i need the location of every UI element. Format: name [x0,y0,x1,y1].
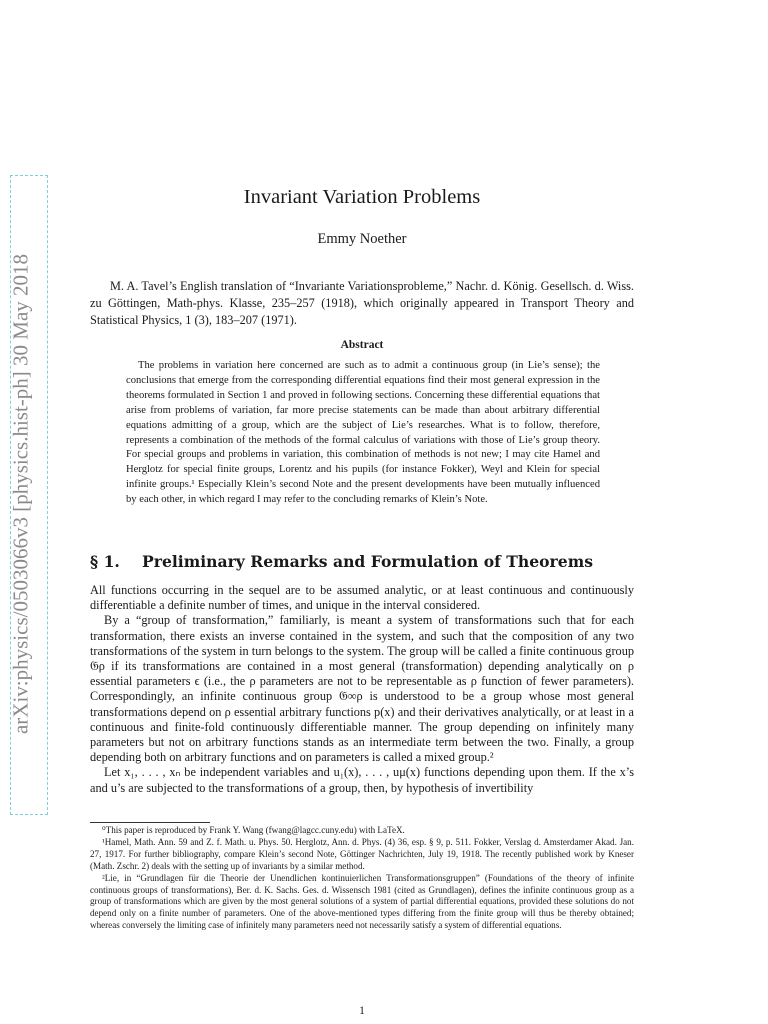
body-paragraph-2: By a “group of transformation,” familiarly, is meant a system of transformations such that for each transformation, there exists an inverse contained in the system, and such that the composition of any two transformations of the system in turn belongs to the system. The group will be called a finite continuous group 𝔊ρ if its transformations are contained in a most general (transformation) depending analytically on ρ essential parameters ϵ (i.e., the ρ parameters are not to be representable as ρ function of fewer parameters). Correspondingly, an infinite continuous group 𝔊∞ρ is understood to be a group whose most general transformations depend on ρ essential arbitrary functions p(x) and their derivatives analytically, or at least in a continuous and finite-fold continuously differentiable manner. The group depending on infinitely many parameters but not on arbitrary functions stands as an intermediate term between the two. Finally, a group depending both on arbitrary functions and on parameters is called a mixed group.² [90,613,634,765]
page-number: 1 [359,1005,365,1017]
body-paragraph-1: All functions occurring in the sequel are to be assumed analytic, or at least continuous and continuously differentiable a definite number of times, and unique in the interval considered. [90,583,634,613]
body-paragraph-3: Let x₁, . . . , xₙ be independent variables and u₁(x), . . . , uμ(x) functions depending upon them. If the x’s and u’s are subjected to the transformations of a group, then, by hypothesis of invertibility [90,765,634,795]
translation-note: M. A. Tavel’s English translation of “Invariante Variationsprobleme,” Nachr. d. König. Gesellsch. d. Wiss. zu Göttingen, Math-phys. Klasse, 235–257 (1918), which originally appeared in Transport Theory and Statistical Physics, 1 (3), 183–207 (1971). [90,279,634,327]
section-body [90,583,634,796]
section-title: Preliminary Remarks and Formulation of Theorems [142,552,593,571]
footnote-divider [90,822,210,823]
abstract-heading: Abstract [340,339,384,351]
paper-title: Invariant Variation Problems [243,186,481,208]
section-number: § 1. [90,552,120,571]
abstract-body: The problems in variation here concerned are such as to admit a continuous group (in Lie’s sense); the conclusions that emerge from the corresponding differential equations find their most general expression in the theorems formulated in Section 1 and proved in following sections. Concerning these differential equations that arise from problems of variation, far more precise statements can be made than about arbitrary differential equations admitting of a group, which are the subject of Lie’s researches. What is to follow, therefore, represents a combination of the methods of the formal calculus of variations with those of Lie’s group theory. For special groups and problems in variation, this combination of methods is not new; I may cite Hamel and Herglotz for special finite groups, Lorentz and his pupils (for instance Fokker), Weyl and Klein for special infinite groups.¹ Especially Klein’s second Note and the present developments have been mutually influenced by each other, in which regard I may refer to the concluding remarks of Klein’s Note. [126,360,600,506]
arxiv-identifier: arXiv:physics/0503066v3 [physics.hist-ph] 30 May 2018 [8,253,33,735]
section-heading [90,552,634,571]
footnote-0: ⁰This paper is reproduced by Frank Y. Wang (fwang@lagcc.cuny.edu) with LaTeX. [102,825,405,835]
footnotes [90,825,634,932]
footnote-2: ²Lie, in “Grundlagen für die Theorie der Unendlichen kontinuierlichen Transformationsgruppen” (Foundations of the theory of infinite continuous groups of transformations), Ber. d. K. Sachs. Ges. d. Wissensch 1981 (cited as Grundlagen), defines the infinite continuous group as a group of transformations which are given by the most general solutions of a system of partial differential equations, provided these solutions do not depend only on a finite number of parameters. One of the above-mentioned types differing from the finite group will thus be thereby obtained; whereas conversely the limiting case of infinitely many parameters need not necessarily satisfy a system of differential equations. [90,872,634,931]
paper-author: Emmy Noether [317,231,407,247]
footnote-1: ¹Hamel, Math. Ann. 59 and Z. f. Math. u. Phys. 50. Herglotz, Ann. d. Phys. (4) 36, esp. § 9, p. 511. Fokker, Verslag d. Amsterdamer Akad. Jan. 27, 1917. For further bibliography, compare Klein’s second Note, Göttinger Nachrichten, July 19, 1918. The recently published work by Kneser (Math. Zschr. 2) deals with the setting up of invariants by a similar method. [90,836,634,871]
